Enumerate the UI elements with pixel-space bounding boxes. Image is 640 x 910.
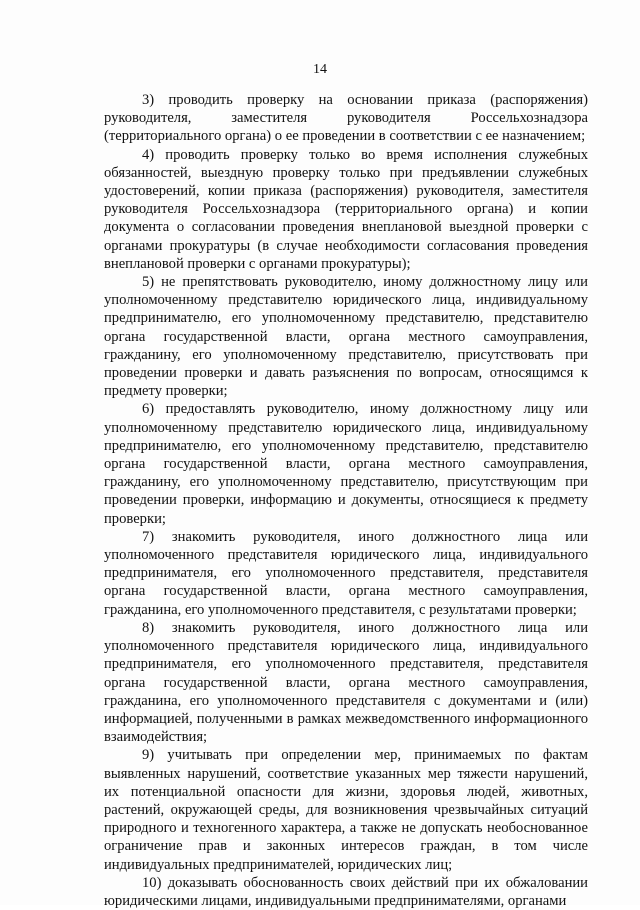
document-body: [104, 91, 588, 910]
list-item-8: 8) знакомить руководителя, иного должностного лица или уполномоченного представителя юридического лица, индивидуального предпринимателя, его уполномоченного представителя, представителя органа государственной власти, органа местного самоуправления, гражданина, его уполномоченного представителя с документами и (или) информацией, полученными в рамках межведомственного информационного взаимодействия;: [104, 619, 588, 746]
list-item-7: 7) знакомить руководителя, иного должностного лица или уполномоченного представителя юридического лица, индивидуального предпринимателя, его уполномоченного представителя, представителя органа государственной власти, органа местного самоуправления, гражданина, его уполномоченного представителя, с результатами проверки;: [104, 528, 588, 618]
page-number: 14: [313, 62, 327, 77]
list-item-10: 10) доказывать обоснованность своих действий при их обжаловании юридическими лицами, индивидуальными предпринимателями, органами: [104, 874, 588, 909]
list-item-9: 9) учитывать при определении мер, принимаемых по фактам выявленных нарушений, соответствие указанных мер тяжести нарушений, их потенциальной опасности для жизни, здоровья людей, животных, растений, окружающей среды, для возникновения чрезвычайных ситуаций природного и техногенного характера, а также не допускать необоснованное ограничение прав и законных интересов граждан, в том числе индивидуальных предпринимателей, юридических лиц;: [104, 747, 588, 873]
list-item-3: 3) проводить проверку на основании приказа (распоряжения) руководителя, заместителя руководителя Россельхознадзора (территориального органа) о ее проведении в соответствии с ее назначением;: [104, 92, 588, 145]
list-item-4: 4) проводить проверку только во время исполнения служебных обязанностей, выездную проверку только при предъявлении служебных удостоверений, копии приказа (распоряжения) руководителя, заместителя руководителя Россельхознадзора (территориального органа) и копии документа о согласовании проведения внеплановой выездной проверки с органами прокуратуры (в случае необходимости согласования проведения внеплановой проверки с органами прокуратуры);: [104, 146, 588, 272]
list-item-5: 5) не препятствовать руководителю, иному должностному лицу или уполномоченному представителю юридического лица, индивидуальному предпринимателю, его уполномоченному представителю, представителю органа государственной власти, органа местного самоуправления, гражданину, его уполномоченному представителю, присутствовать при проведении проверки и давать разъяснения по вопросам, относящимся к предмету проверки;: [104, 274, 588, 400]
list-item-6: 6) предоставлять руководителю, иному должностному лицу или уполномоченному представителю юридического лица, индивидуальному предпринимателю, его уполномоченному представителю, представителю органа государственной власти, органа местного самоуправления, гражданину, его уполномоченному представителю, присутствующим при проведении проверки, информацию и документы, относящиеся к предмету проверки;: [104, 401, 588, 527]
